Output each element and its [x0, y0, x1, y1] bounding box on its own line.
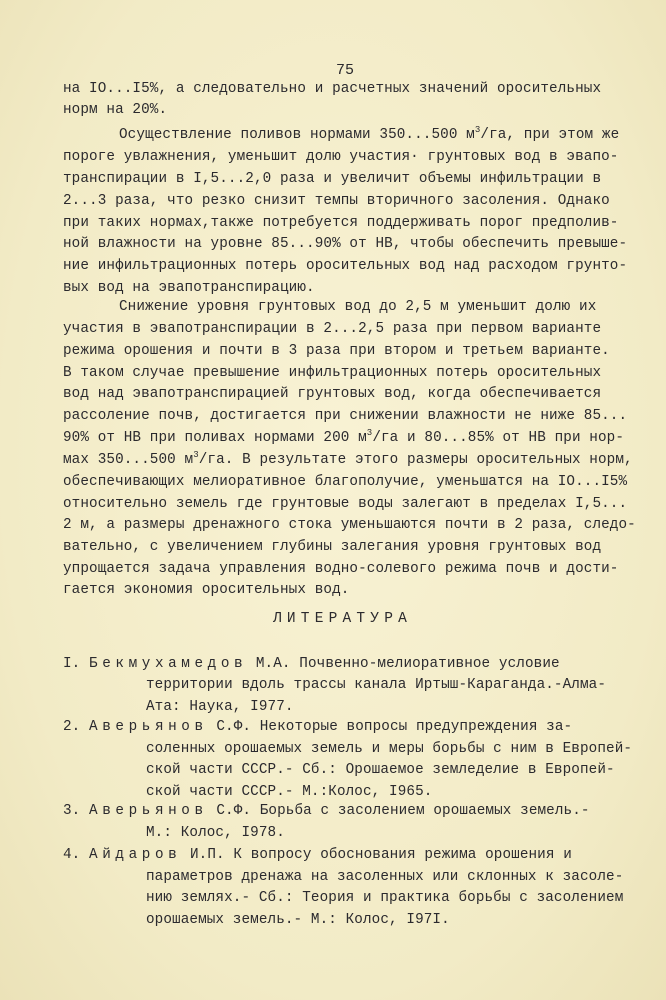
reference-title-start: Борьба с засолением орошаемых земель.-	[251, 803, 590, 819]
body-line: относительно земель где грунтовые воды залегают в пределах I,5...	[63, 496, 628, 512]
reference-item	[63, 654, 560, 675]
reference-author: Аверьянов	[89, 803, 208, 819]
body-line: гается экономия оросительных вод.	[63, 582, 350, 598]
reference-continuation-line: территории вдоль трассы канала Иртыш-Караганда.-Алма-	[146, 677, 607, 693]
reference-continuation-line: ской части СССР.- Сб.: Орошаемое земледелие в Европей-	[146, 762, 615, 778]
reference-title-start: К вопросу обоснования режима орошения и	[224, 847, 572, 863]
reference-initials: М.А.	[247, 656, 291, 672]
reference-continuation-line: соленных орошаемых земель и меры борьбы с ним в Европей-	[146, 741, 633, 757]
body-line: В таком случае превышение инфильтрационных потерь оросительных	[63, 365, 602, 381]
reference-initials: С.Ф.	[207, 803, 252, 819]
body-line: транспирации в I,5...2,0 раза и увеличит объемы инфильтрации в	[63, 171, 602, 187]
body-line: ние инфильтрационных потерь оросительных вод над расходом грунто-	[63, 258, 628, 274]
body-line: Снижение уровня грунтовых вод до 2,5 м уменьшит долю их	[119, 299, 597, 315]
reference-continuation-line: нию землях.- Сб.: Теория и практика борьбы с засолением	[146, 890, 624, 906]
body-line: норм на 20%.	[63, 102, 168, 118]
reference-continuation-line: Ата: Наука, I977.	[146, 699, 294, 715]
reference-continuation-line: ской части СССР.- М.:Колос, I965.	[146, 784, 433, 800]
body-line: вод над эвапотранспирацией грунтовых вод, когда обеспечивается	[63, 386, 602, 402]
body-line: пороге увлажнения, уменьшит долю участия· грунтовых вод в эвапо-	[63, 149, 619, 165]
body-line: 90% от НВ при поливах нормами 200 $м^3/га$ и 80...85% от НВ при нор-	[63, 428, 625, 446]
body-line: Осуществление поливов нормами 350...500 $м^3/га$, при этом же	[119, 125, 620, 143]
page-number: 75	[336, 62, 355, 79]
reference-number: 2.	[63, 719, 90, 735]
body-line: вательно, с увеличением глубины залегания уровня грунтовых вод	[63, 539, 602, 555]
reference-author: Бекмухамедов	[89, 656, 248, 672]
reference-item	[63, 845, 572, 866]
reference-author: Аверьянов	[89, 719, 208, 735]
body-line: упрощается задача управления водно-солевого режима почв и дости-	[63, 561, 619, 577]
reference-continuation-line: М.: Колос, I978.	[146, 825, 285, 841]
body-line: на IO...I5%, а следовательно и расчетных значений оросительных	[63, 81, 602, 97]
reference-author: Айдаров	[89, 847, 182, 863]
body-line: обеспечивающих мелиоративное благополучие, уменьшатся на IO...I5%	[63, 474, 628, 490]
reference-number: 4.	[63, 847, 90, 863]
body-line: вых вод на эвапотранспирацию.	[63, 280, 315, 296]
body-line: ной влажности на уровне 85...90% от НВ, чтобы обеспечить превыше-	[63, 236, 628, 252]
body-line: 2...3 раза, что резко снизит темпы вторичного засоления. Однако	[63, 193, 610, 209]
reference-title-start: Некоторые вопросы предупреждения за-	[251, 719, 573, 735]
body-line: режима орошения и почти в 3 раза при втором и третьем варианте.	[63, 343, 610, 359]
reference-title-start: Почвенно-мелиоративное условие	[290, 656, 560, 672]
body-line: 2 м, а размеры дренажного стока уменьшаются почти в 2 раза, следо-	[63, 517, 636, 533]
reference-number: I.	[63, 656, 90, 672]
body-line: рассоление почв, достигается при снижении влажности не ниже 85...	[63, 408, 628, 424]
reference-item	[63, 717, 572, 738]
reference-item	[63, 801, 590, 822]
reference-initials: С.Ф.	[207, 719, 252, 735]
body-line: мах 350...500 $м^3/га$. В результате этого размеры оросительных норм,	[63, 450, 633, 468]
reference-initials: И.П.	[181, 847, 225, 863]
reference-continuation-line: орошаемых земель.- М.: Колос, I97I.	[146, 912, 450, 928]
reference-number: 3.	[63, 803, 90, 819]
reference-continuation-line: параметров дренажа на засоленных или склонных к засоле-	[146, 869, 624, 885]
body-line: участия в эвапотранспирации в 2...2,5 раза при первом варианте	[63, 321, 602, 337]
body-line: при таких нормах,также потребуется поддерживать порог предполив-	[63, 215, 619, 231]
references-heading: ЛИТЕРАТУРА	[273, 611, 413, 627]
